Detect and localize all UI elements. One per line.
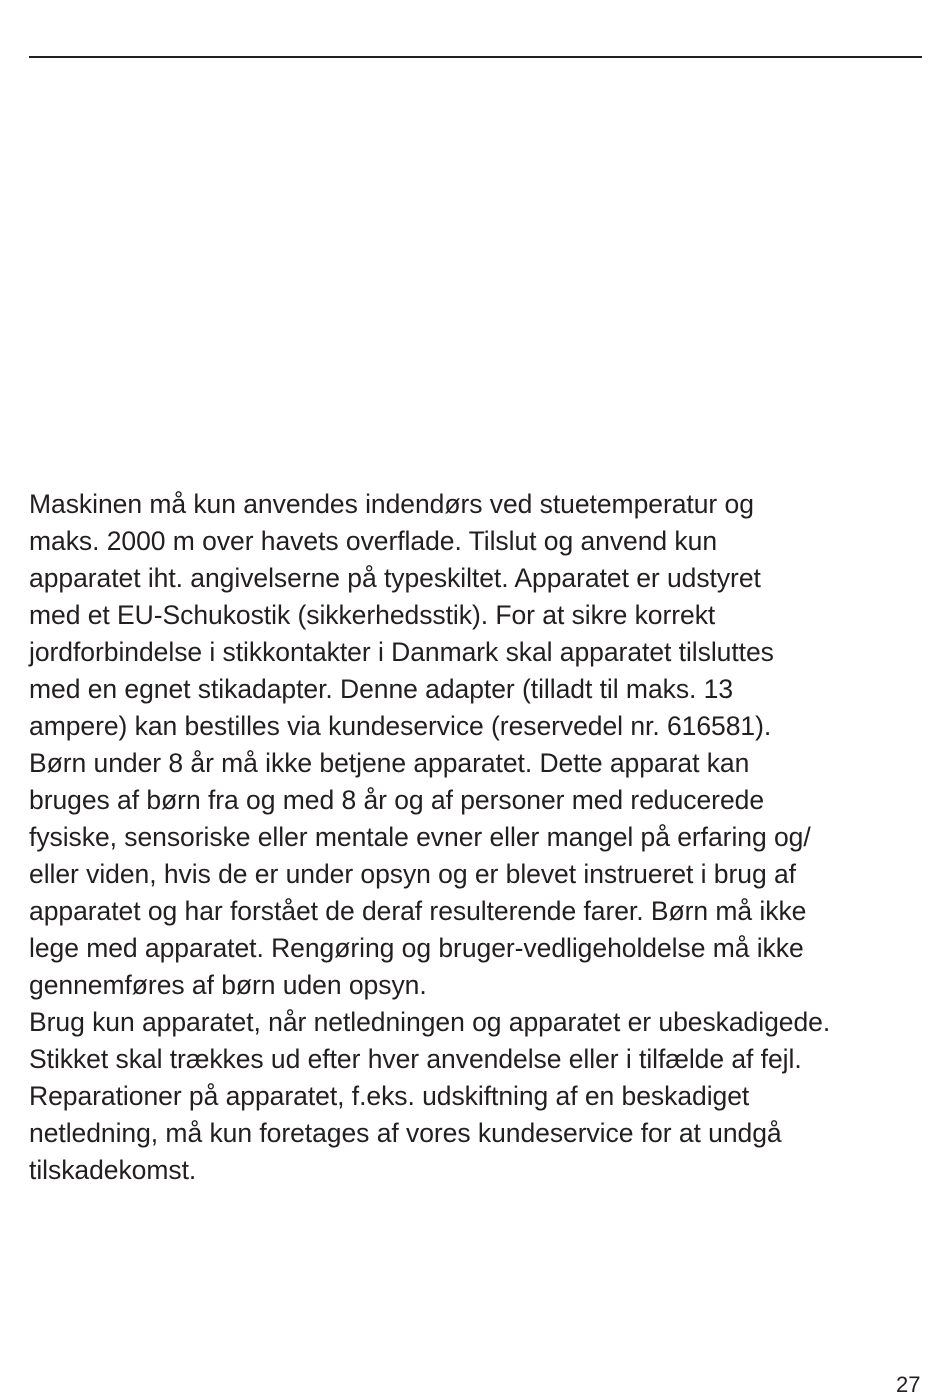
text-line: Børn under 8 år må ikke betjene apparatet. Dette apparat kan: [29, 748, 750, 778]
text-line: bruges af børn fra og med 8 år og af personer med reducerede: [29, 785, 765, 815]
text-line: maks. 2000 m over havets overflade. Tilslut og anvend kun: [29, 526, 718, 556]
safety-instructions-text: [29, 486, 929, 1189]
header-rule: [29, 56, 922, 58]
text-line: med et EU-Schukostik (sikkerhedsstik). For at sikre korrekt: [29, 600, 716, 630]
text-line: eller viden, hvis de er under opsyn og er blevet instrueret i brug af: [29, 859, 796, 889]
text-line: med en egnet stikadapter. Denne adapter (tilladt til maks. 13: [29, 674, 734, 704]
text-line: Reparationer på apparatet, f.eks. udskiftning af en beskadiget: [29, 1081, 750, 1111]
page-number: 27: [896, 1372, 921, 1397]
text-line: fysiske, sensoriske eller mentale evner eller mangel på erfaring og/: [29, 822, 811, 852]
text-line: apparatet og har forstået de deraf resulterende farer. Børn må ikke: [29, 896, 807, 926]
text-line: lege med apparatet. Rengøring og bruger-vedligeholdelse må ikke: [29, 933, 804, 963]
text-line: Stikket skal trækkes ud efter hver anvendelse eller i tilfælde af fejl.: [29, 1044, 802, 1074]
text-line: gennemføres af børn uden opsyn.: [29, 970, 427, 1000]
text-line: netledning, må kun foretages af vores kundeservice for at undgå: [29, 1118, 782, 1148]
text-line: ampere) kan bestilles via kundeservice (reservedel nr. 616581).: [29, 711, 772, 741]
text-line: apparatet iht. angivelserne på typeskiltet. Apparatet er udstyret: [29, 563, 761, 593]
text-line: jordforbindelse i stikkontakter i Danmark skal apparatet tilsluttes: [29, 637, 774, 667]
text-line: Maskinen må kun anvendes indendørs ved stuetemperatur og: [29, 489, 754, 519]
text-line: Brug kun apparatet, når netledningen og apparatet er ubeskadigede.: [29, 1007, 831, 1037]
text-line: tilskadekomst.: [29, 1155, 197, 1185]
